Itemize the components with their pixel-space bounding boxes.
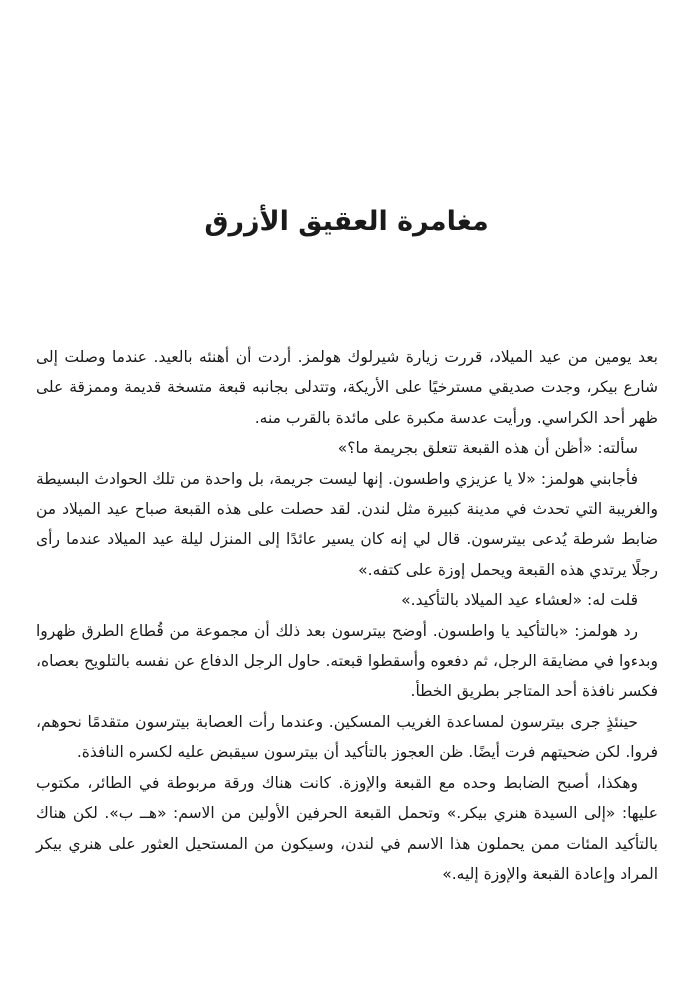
page-title: مغامرة العقيق الأزرق (204, 206, 489, 237)
paragraph-hat-and-goose: وهكذا، أصبح الضابط وحده مع القبعة والإوزة. كانت هناك ورقة مربوطة في الطائر، مكتوب عليها: «إلى السيدة هنري بيكر.» وتحمل القبعة الحرفين الأولين من الاسم: «هــ ب». لكن هناك بالتأكيد المئات ممن يحملون هذا الاسم في لندن، وسيكون من المستحيل العثور على هنري بيكر المراد وإعادة القبعة والإوزة إليه.» (36, 773, 658, 883)
paragraph-question: سألته: «أظن أن هذه القبعة تتعلق بجريمة ما؟» (337, 439, 638, 458)
paragraph-holmes-answer: فأجابني هولمز: «لا يا عزيزي واطسون. إنها ليست جريمة، بل واحدة من تلك الحوادث البسيطة والغريبة التي تحدث في مدينة كبيرة مثل لندن. لقد حصلت على هذه القبعة صباح عيد الميلاد من ضابط شرطة يُدعى بيترسون. قال لي إنه كان يسير عائدًا إلى المنزل ليلة عيد الميلاد عندما رأى رجلًا يرتدي هذه القبعة ويحمل إوزة على كتفه.» (36, 469, 658, 579)
paragraph-opening: بعد يومين من عيد الميلاد، قررت زيارة شيرلوك هولمز. أردت أن أهنئه بالعيد. عندما وصلت إلى شارع بيكر، وجدت صديقي مسترخيًا على الأريكة، وتتدلى بجانبه قبعة متسخة قديمة وممزقة على ظهر أحد الكراسي. ورأيت عدسة مكبرة على مائدة بالقرب منه. (36, 348, 658, 427)
paragraph-thieves: رد هولمز: «بالتأكيد يا واطسون. أوضح بيترسون بعد ذلك أن مجموعة من قُطاع الطرق ظهروا وبدءوا في مضايقة الرجل، ثم دفعوه وأسقطوا قبعته. حاول الرجل الدفاع عن نفسه بالتلويح بعصاه، فكسر نافذة أحد المتاجر بطريق الخطأ. (36, 621, 658, 701)
paragraph-peterson-runs: حينئذٍ جرى بيترسون لمساعدة الغريب المسكين. وعندما رأت العصابة بيترسون متقدمًا نحوهم، فروا. لكن ضحيتهم فرت أيضًا. ظن العجوز بالتأكيد أن بيترسون سيقبض عليه لكسره النافذة. (36, 712, 658, 762)
paragraph-christmas-dinner: قلت له: «لعشاء عيد الميلاد بالتأكيد.» (401, 591, 638, 610)
story-body (36, 342, 658, 889)
